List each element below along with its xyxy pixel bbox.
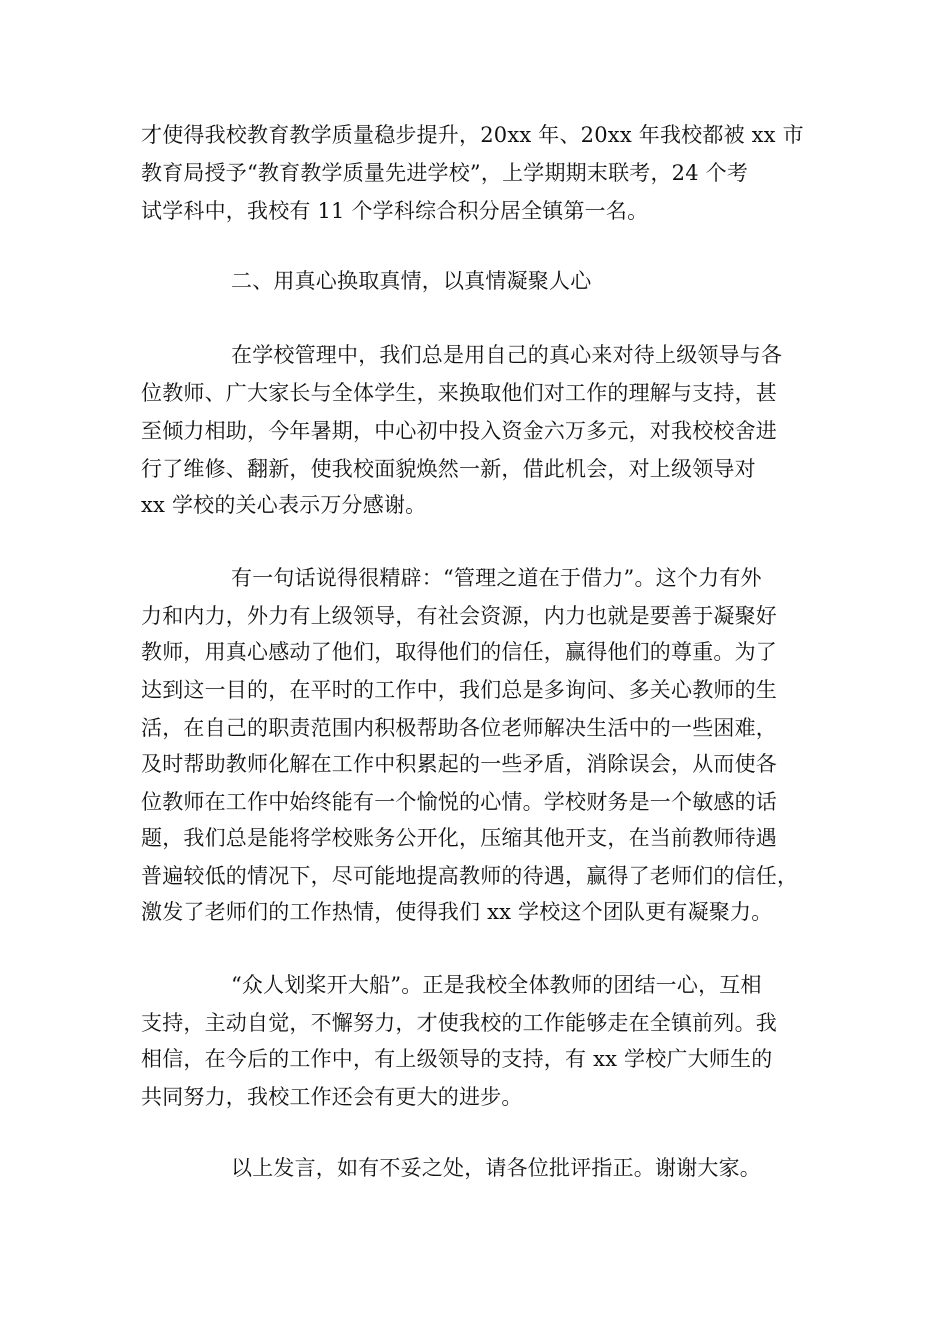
paragraph-4-line-8: 题，我们总是能将学校账务公开化，压缩其他开支，在当前教师待遇 <box>141 826 777 850</box>
paragraph-5-line-1: “众人划桨开大船”。正是我校全体教师的团结一心，互相 <box>231 973 762 997</box>
paragraph-3-line-4: 行了维修、翻新，使我校面貌焕然一新，借此机会，对上级领导对 <box>141 457 756 481</box>
paragraph-4-line-6: 及时帮助教师化解在工作中积累起的一些矛盾，消除误会，从而使各 <box>141 752 777 776</box>
paragraph-1-line-2: 教育局授予“教育教学质量先进学校”，上学期期末联考，24 个考 <box>141 161 749 185</box>
paragraph-3-line-3: 至倾力相助，今年暑期，中心初中投入资金六万多元，对我校校舍进 <box>141 419 777 443</box>
paragraph-4-line-1: 有一句话说得很精辟：“管理之道在于借力”。这个力有外 <box>231 566 762 590</box>
paragraph-4-line-9: 普遍较低的情况下，尽可能地提高教师的待遇，赢得了老师们的信任， <box>141 864 799 888</box>
paragraph-3-line-1: 在学校管理中，我们总是用自己的真心来对待上级领导与各 <box>231 343 783 367</box>
paragraph-4-line-10: 激发了老师们的工作热情，使得我们 xx 学校这个团队更有凝聚力。 <box>141 900 773 924</box>
paragraph-4-line-3: 教师，用真心感动了他们，取得他们的信任，赢得他们的尊重。为了 <box>141 640 777 664</box>
paragraph-3-line-2: 位教师、广大家长与全体学生，来换取他们对工作的理解与支持，甚 <box>141 381 777 405</box>
paragraph-1-line-1: 才使得我校教育教学质量稳步提升，20xx 年、20xx 年我校都被 xx 市 <box>141 123 804 147</box>
paragraph-4-line-5: 活，在自己的职责范围内积极帮助各位老师解决生活中的一些困难， <box>141 716 777 740</box>
closing-remark: 以上发言，如有不妥之处，请各位批评指正。谢谢大家。 <box>231 1156 761 1180</box>
paragraph-5-line-4: 共同努力，我校工作还会有更大的进步。 <box>141 1085 523 1109</box>
paragraph-5-line-3: 相信，在今后的工作中，有上级领导的支持，有 xx 学校广大师生的 <box>141 1047 773 1071</box>
section-heading: 二、用真心换取真情，以真情凝聚人心 <box>231 269 592 293</box>
paragraph-5-line-2: 支持，主动自觉，不懈努力，才使我校的工作能够走在全镇前列。我 <box>141 1011 777 1035</box>
paragraph-4-line-2: 力和内力，外力有上级领导，有社会资源，内力也就是要善于凝聚好 <box>141 604 777 628</box>
paragraph-3-line-5: xx 学校的关心表示万分感谢。 <box>141 493 427 517</box>
paragraph-4-line-7: 位教师在工作中始终能有一个愉悦的心情。学校财务是一个敏感的话 <box>141 790 777 814</box>
paragraph-4-line-4: 达到这一目的，在平时的工作中，我们总是多询问、多关心教师的生 <box>141 678 777 702</box>
paragraph-1-line-3: 试学科中，我校有 11 个学科综合积分居全镇第一名。 <box>141 199 649 223</box>
